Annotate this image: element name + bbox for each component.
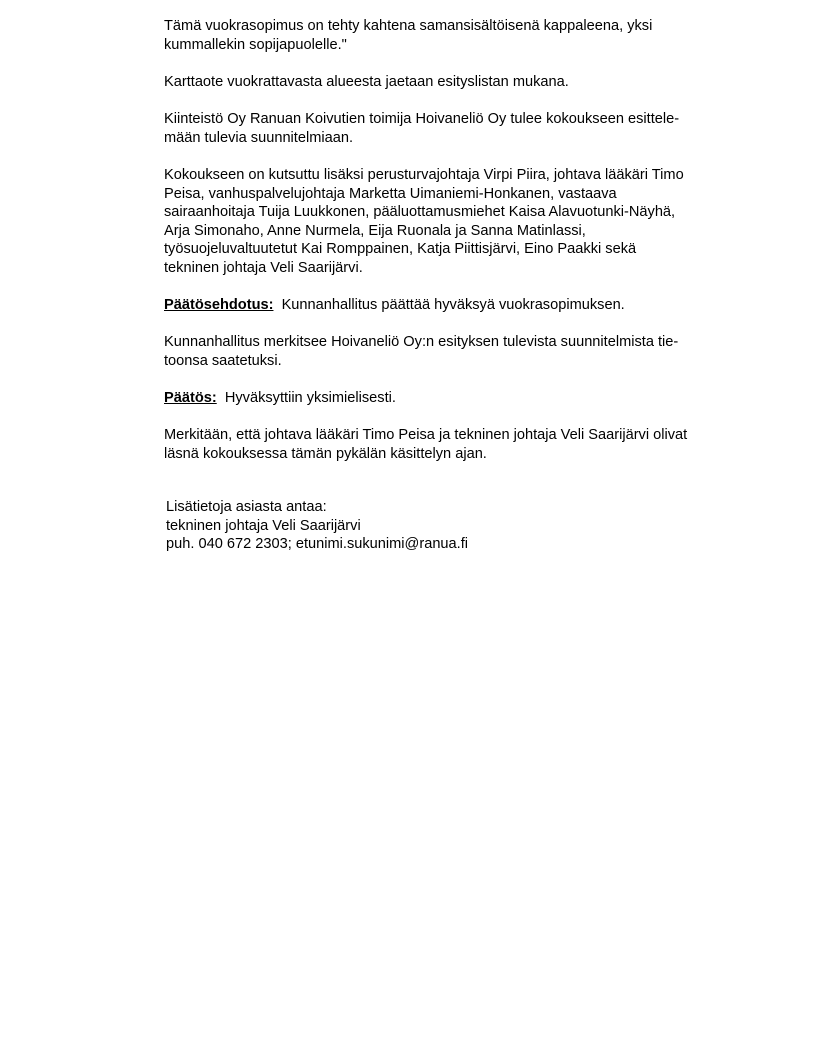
paragraph-minutes-note <box>164 426 744 463</box>
decision-line <box>164 389 744 408</box>
contact-phone-email: puh. 040 672 2303; etunimi.sukunimi@ranua.fi <box>166 536 469 553</box>
text-line: työsuojeluvaltuutetut Kai Romppainen, Katja Piittisjärvi, Eino Paakki sekä <box>164 241 637 258</box>
text-line: tekninen johtaja Veli Saarijärvi. <box>164 259 363 276</box>
decision-label: Päätös: <box>164 390 217 406</box>
paragraph-proposal-note <box>164 333 744 370</box>
decision-proposal <box>164 296 744 315</box>
paragraph-presentation <box>164 110 744 147</box>
text-line: Kokoukseen on kutsuttu lisäksi perusturvajohtaja Virpi Piira, johtava lääkäri Timo <box>164 167 684 183</box>
text-line: Karttaote vuokrattavasta alueesta jaetaan esityslistan mukana. <box>164 74 569 90</box>
paragraph-map-excerpt <box>164 73 744 92</box>
decision <box>164 389 744 408</box>
text-line: Arja Simonaho, Anne Nurmela, Eija Ruonala ja Sanna Matinlassi, <box>164 222 586 239</box>
decision-text: Hyväksyttiin yksimielisesti. <box>224 390 396 406</box>
text-line: Merkitään, että johtava lääkäri Timo Peisa ja tekninen johtaja Veli Saarijärvi olivat <box>164 427 688 443</box>
paragraph-contract-copies <box>164 17 744 54</box>
contact-info <box>166 498 746 554</box>
text-line: läsnä kokouksessa tämän pykälän käsittelyn ajan. <box>164 445 487 462</box>
text-line: Tämä vuokrasopimus on tehty kahtena samansisältöisenä kappaleena, yksi <box>164 18 653 34</box>
proposal-label: Päätösehdotus: <box>164 297 274 313</box>
proposal-line <box>164 296 744 315</box>
contact-heading: Lisätietoja asiasta antaa: <box>166 499 327 515</box>
text-line: kummallekin sopijapuolelle." <box>164 36 347 53</box>
text-line: sairaanhoitaja Tuija Luukkonen, pääluottamusmiehet Kaisa Alavuotunki-Näyhä, <box>164 204 676 221</box>
paragraph-invitees <box>164 166 744 278</box>
text-line: Kiinteistö Oy Ranuan Koivutien toimija Hoivaneliö Oy tulee kokoukseen esittele- <box>164 111 680 127</box>
text-line: Kunnanhallitus merkitsee Hoivaneliö Oy:n esityksen tulevista suunnitelmista tie- <box>164 334 679 350</box>
contact-person: tekninen johtaja Veli Saarijärvi <box>166 517 361 534</box>
text-line: toonsa saatetuksi. <box>164 352 282 369</box>
text-line: mään tulevia suunnitelmiaan. <box>164 129 354 146</box>
proposal-text: Kunnanhallitus päättää hyväksyä vuokrasopimuksen. <box>281 297 625 313</box>
text-line: Peisa, vanhuspalvelujohtaja Marketta Uimaniemi-Honkanen, vastaava <box>164 185 617 202</box>
